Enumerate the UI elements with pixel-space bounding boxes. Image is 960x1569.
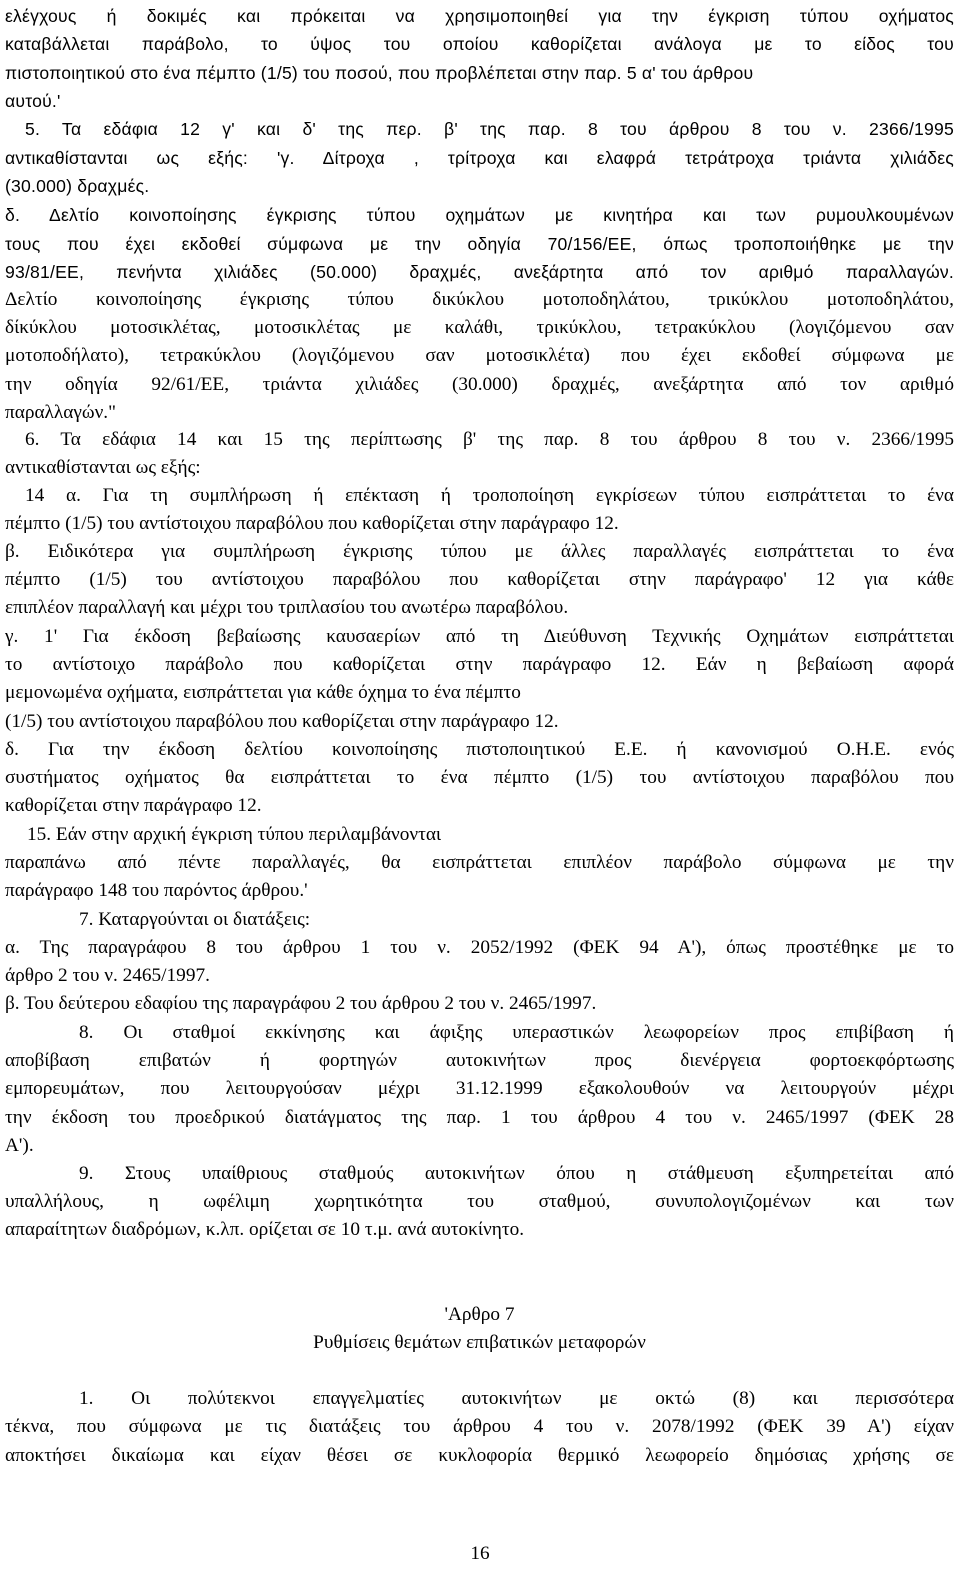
text-line: πιστοποιητικού στο ένα πέμπτο (1/5) του ποσού, που προβλέπεται στην παρ. 5 α' του άρθρου [5,62,754,83]
text-line: 5. Τα εδάφια 12 γ' και δ' της περ. β' της παρ. 8 του άρθρου 8 του ν. 2366/1995 [25,119,954,139]
text-line: άρθρο 2 του ν. 2465/1997. [5,965,210,987]
text-line: εμπορευμάτων, που λειτουργούσαν μέχρι 31.12.1999 εξακολουθούν να λειτουργούν μέχρι [5,1078,954,1100]
text-line: αποβίβαση επιβατών ή φορτηγών αυτοκινήτων προς διενέργεια φορτοεκφόρτωσης [5,1050,954,1072]
text-line: 15. Εάν στην αρχική έγκριση τύπου περιλαμβάνονται [27,824,442,845]
paragraph-9 [5,1160,954,1245]
text-line: (1/5) του αντίστοιχου παραβόλου που καθορίζεται στην παράγραφο 12. [5,710,559,732]
article-subtitle: Ρυθμίσεις θεμάτων επιβατικών μεταφορών [313,1332,646,1354]
paragraph-d2 [5,736,954,821]
text-line: την οδηγία 92/61/ΕΕ, τριάντα χιλιάδες (30.000) δραχμές, ανεξάρτητα από τον αριθμό [5,373,954,395]
text-line: 93/81/ΕΕ, πενήντα χιλιάδες (50.000) δραχμές, ανεξάρτητα από τον αριθμό παραλλαγών. [5,262,954,283]
text-line: γ. 1' Για έκδοση βεβαίωσης καυσαερίων από τη Διεύθυνση Τεχνικής Οχημάτων εισπράττεται [5,626,954,647]
text-line: 6. Τα εδάφια 14 και 15 της περίπτωσης β' της παρ. 8 του άρθρου 8 του ν. 2366/1995 [25,429,954,450]
paragraph-7 [5,906,954,934]
paragraph-fee-certificate [5,2,954,115]
paragraph-delti [5,286,954,427]
text-line: αποκτήσει δικαίωμα και είχαν θέσει σε κυκλοφορία θερμικό λεωφορείο δημόσιας χρήσης σε [5,1444,954,1466]
text-line: αυτού.' [5,90,61,111]
text-line: (30.000) δραχμές. [5,176,150,196]
text-line: πέμπτο (1/5) του αντίστοιχου παραβόλου που καθορίζεται στην παράγραφο 12. [5,513,619,535]
text-line: υπαλλήλους, η ωφέλιμη χωρητικότητα του σταθμού, συνυπολογιζομένων και των [5,1191,954,1213]
text-line: τους που έχει εκδοθεί σύμφωνα με την οδηγία 70/156/ΕΕ, όπως τροποποιήθηκε με την [5,233,954,254]
text-line: το αντίστοιχο παράβολο που καθορίζεται στην παράγραφο 12. Εάν η βεβαίωση αφορά [5,654,954,676]
text-line: 8. Οι σταθμοί εκκίνησης και άφιξης υπεραστικών λεωφορείων προς επιβίβαση ή [79,1022,954,1043]
paragraph-14a [5,482,954,538]
text-line: μοτοποδήλατο), τετρακύκλου (λογιζόμενου σαν μοτοσικλέτα) που έχει εκδοθεί σύμφωνα με [5,345,954,367]
text-line: παράγραφο 148 του παρόντος άρθρου.' [5,880,308,902]
page-number: 16 [470,1543,490,1564]
paragraph-7b [5,990,954,1018]
text-line: αντικαθίστανται ως εξής: [5,457,201,479]
text-line: 7. Καταργούνται οι διατάξεις: [79,909,311,930]
text-line: β. Του δεύτερου εδαφίου της παραγράφου 2 του άρθρου 2 του ν. 2465/1997. [5,993,597,1014]
text-line: πέμπτο (1/5) του αντίστοιχου παραβόλου που καθορίζεται στην παράγραφο' 12 για κάθε [5,569,954,591]
text-line: Δελτίο κοινοποίησης έγκρισης τύπου δικύκλου μοτοποδηλάτου, τρικύκλου μοτοποδηλάτου, [5,289,954,310]
paragraph-7a [5,934,954,990]
text-line: 9. Στους υπαίθριους σταθμούς αυτοκινήτων όπου η στάθμευση εξυπηρετείται από [79,1163,954,1184]
text-line: 1. Οι πολύτεκνοι επαγγελματίες αυτοκινήτων με οκτώ (8) και περισσότερα [79,1388,954,1409]
article-title: 'Αρθρο 7 [444,1304,515,1325]
text-line: παραπάνω από πέντε παραλλαγές, θα εισπράττεται επιπλέον παράβολο σύμφωνα με την [5,852,954,874]
text-line: 14 α. Για τη συμπλήρωση ή επέκταση ή τροποποίηση εγκρίσεων τύπου εισπράττεται το ένα [25,485,954,506]
text-line: ελέγχους ή δοκιμές και πρόκειται να χρησιμοποιηθεί για την έγκριση τύπου οχήματος [5,6,954,26]
text-line: την έκδοση του προεδρικού διατάγματος της παρ. 1 του άρθρου 4 του ν. 2465/1997 (ΦΕΚ 28 [5,1106,954,1128]
paragraph-d [5,201,954,287]
paragraph-8 [5,1019,954,1160]
text-line: συστήματος οχήματος θα εισπράττεται το ένα πέμπτο (1/5) του αντίστοιχου παραβόλου που [5,767,954,789]
text-line: β. Ειδικότερα για συμπλήρωση έγκρισης τύπου με άλλες παραλλαγές εισπράττεται το ένα [5,541,954,562]
text-line: αντικαθίστανται ως εξής: 'γ. Δίτροχα , τρίτροχα και ελαφρά τετράτροχα τριάντα χιλιάδες [5,147,954,168]
paragraph-g [5,623,954,736]
paragraph-b [5,538,954,623]
text-line: Α'). [5,1134,34,1156]
paragraph-5 [5,115,954,201]
article-paragraph-1 [5,1385,954,1470]
text-line: καταβάλλεται παράβολο, το ύψος του οποίου καθορίζεται ανάλογα με το είδος του [5,34,954,55]
paragraph-6 [5,426,954,482]
text-line: δ. Για την έκδοση δελτίου κοινοποίησης πιστοποιητικού Ε.Ε. ή κανονισμού Ο.Η.Ε. ενός [5,739,954,760]
text-line: μεμονωμένα οχήματα, εισπράττεται για κάθε όχημα το ένα πέμπτο [5,682,521,704]
paragraph-15 [5,821,954,906]
text-line: παραλλαγών." [5,401,116,423]
text-line: επιπλέον παραλλαγή και μέχρι του τριπλασίου του ανωτέρω παραβόλου. [5,597,569,619]
text-line: δίκύκλου μοτοσικλέτας, μοτοσικλέτας με καλάθι, τρικύκλου, τετρακύκλου (λογιζόμενου σαν [5,317,954,339]
text-line: καθορίζεται στην παράγραφο 12. [5,795,262,817]
text-line: δ. Δελτίο κοινοποίησης έγκρισης τύπου οχημάτων με κινητήρα και των ρυμουλκουμένων [5,205,954,225]
text-line: α. Της παραγράφου 8 του άρθρου 1 του ν. 2052/1992 (ΦΕΚ 94 Α'), όπως προστέθηκε με το [5,937,954,958]
text-line: τέκνα, που σύμφωνα με τις διατάξεις του άρθρου 4 του ν. 2078/1992 (ΦΕΚ 39 Α') είχαν [5,1416,954,1438]
article-heading [5,1301,954,1357]
text-line: απαραίτητων διαδρόμων, κ.λπ. ορίζεται σε 10 τ.μ. ανά αυτοκίνητο. [5,1219,525,1241]
